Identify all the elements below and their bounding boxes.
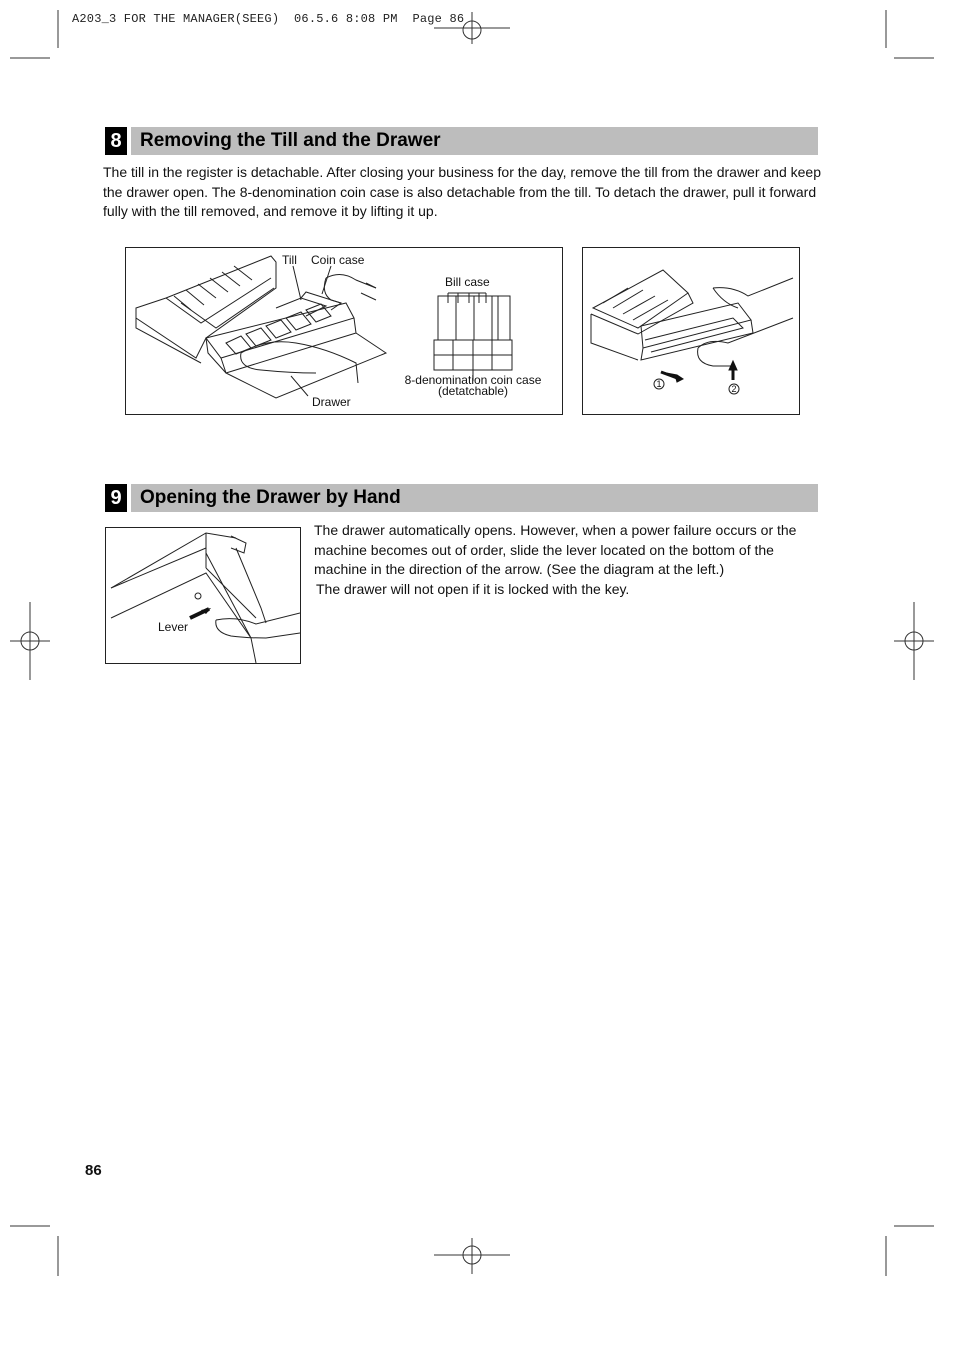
section-8-paragraph: The till in the register is detachable. After closing your business for the day, remove the till from the drawer and keep the drawer open. The 8-denomination coin case is also detachable from the till. To detach the drawer, pull it forward fully with the till removed, and remove it by lifting it up. xyxy=(103,164,821,219)
section-9-title: Opening the Drawer by Hand xyxy=(131,484,818,512)
section-9-paragraph xyxy=(314,521,824,599)
label-coin-case: Coin case xyxy=(311,253,365,267)
page-number: 86 xyxy=(85,1162,102,1179)
section-9-line-1: The drawer automatically opens. However, when a power failure occurs or the xyxy=(314,522,797,538)
drawer-removal-figure xyxy=(582,247,800,415)
section-9-line-2: machine becomes out of order, slide the lever located on the bottom of the xyxy=(314,541,774,558)
label-lever: Lever xyxy=(158,620,189,634)
lever-figure xyxy=(105,527,301,664)
lever-illustration xyxy=(106,528,300,663)
till-figure xyxy=(125,247,563,415)
step-1-label: 1 xyxy=(656,379,662,389)
section-9-number: 9 xyxy=(105,484,127,512)
section-8-number: 8 xyxy=(105,127,127,155)
step-2-label: 2 xyxy=(731,384,737,394)
section-9-line-4: The drawer will not open if it is locked with the key. xyxy=(316,580,630,597)
label-till: Till xyxy=(282,253,297,267)
section-9-line-3: machine in the direction of the arrow. (See the diagram at the left.) xyxy=(314,561,725,577)
label-detachable: (detatchable) xyxy=(437,384,509,398)
print-header: A203_3 FOR THE MANAGER(SEEG) 06.5.6 8:08 PM Page 86 xyxy=(72,12,465,26)
section-8-title: Removing the Till and the Drawer xyxy=(131,127,818,155)
label-8-denomination-coin-case: 8-denomination coin case xyxy=(404,373,542,387)
drawer-removal-illustration xyxy=(583,248,799,414)
label-drawer: Drawer xyxy=(312,395,351,409)
label-bill-case: Bill case xyxy=(445,275,490,289)
